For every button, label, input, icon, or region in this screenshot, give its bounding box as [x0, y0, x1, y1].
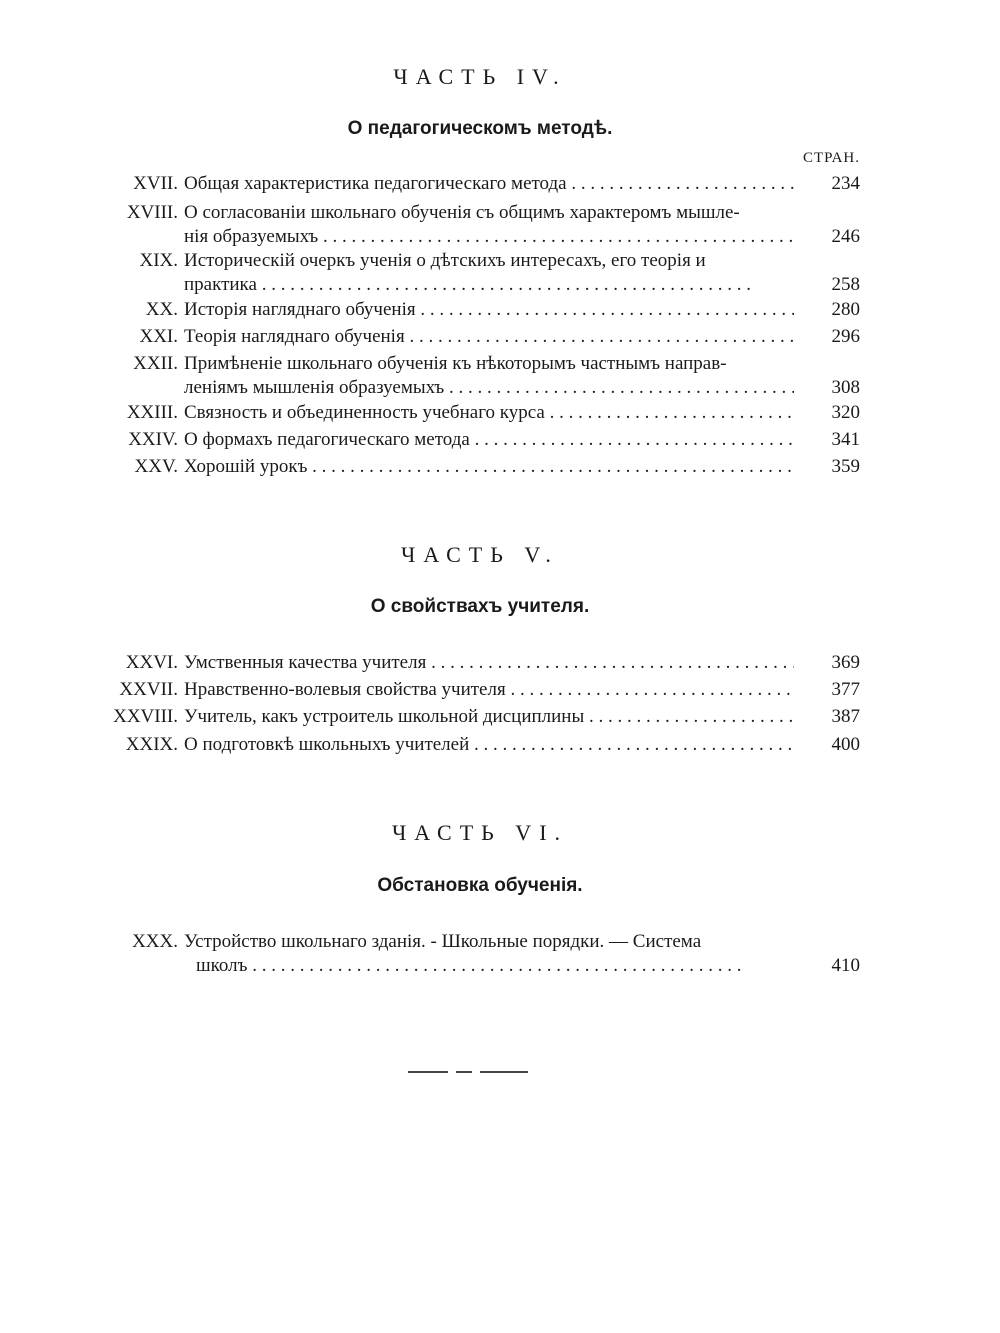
chapter-title-continued: леніямъ мышленія образуемыхъ . . . [184, 376, 794, 400]
toc-entry [100, 201, 860, 249]
page-number: 387 [831, 706, 860, 727]
page-number: 246 [831, 226, 860, 247]
toc-entry [100, 428, 860, 452]
page-number: 410 [831, 955, 860, 976]
chapter-title: Историческій очеркъ ученія о дѣтскихъ интересахъ, его теорія и [184, 250, 706, 271]
toc-entry [100, 298, 860, 322]
chapter-title: Теорія нагляднаго обученія . . . [184, 325, 794, 349]
page-number: 320 [831, 402, 860, 423]
toc-entry [100, 172, 860, 196]
chapter-number: XXIII. [126, 402, 178, 423]
chapter-number: XXIX. [125, 734, 178, 755]
page-number: 359 [831, 456, 860, 477]
chapter-title: Общая характеристика педагогическаго метода . . . [184, 172, 794, 196]
chapter-number: XXII. [133, 353, 178, 374]
toc-entry [100, 930, 860, 978]
chapter-title: Примѣненіе школьнаго обученія къ нѣкоторымъ частнымъ направ- [184, 353, 727, 374]
end-rule-left [408, 1071, 448, 1073]
chapter-number: XX. [145, 299, 178, 320]
chapter-number: XVIII. [126, 202, 178, 223]
page-number: 377 [831, 679, 860, 700]
chapter-number: XXVIII. [113, 706, 178, 727]
chapter-number: XXV. [134, 456, 178, 477]
chapter-title: Хорошій урокъ . . . [184, 455, 794, 479]
part-title: Обстановка обученія. [377, 875, 583, 896]
chapter-title: О подготовкѣ школьныхъ учителей . . . [184, 733, 794, 757]
chapter-title: Исторія нагляднаго обученія . . . [184, 298, 794, 322]
chapter-title-continued: нія образуемыхъ . . . [184, 225, 794, 249]
chapter-number: XXVI. [125, 652, 178, 673]
toc-entry [100, 678, 860, 702]
chapter-title-continued: школъ . . . [184, 954, 794, 978]
chapter-number: XXX. [132, 931, 178, 952]
toc-entry [100, 352, 860, 400]
chapter-title: Устройство школьнаго зданія. - Школьные порядки. — Система [184, 931, 702, 952]
end-rule-middle [456, 1071, 472, 1073]
part-title: О педагогическомъ методѣ. [347, 118, 613, 139]
chapter-title: О согласованіи школьнаго обученія съ общимъ характеромъ мышле- [184, 202, 740, 223]
chapter-number: XXI. [139, 326, 178, 347]
page-number: 258 [831, 274, 860, 295]
chapter-title: Нравственно-волевыя свойства учителя . . . [184, 678, 794, 702]
toc-entry [100, 733, 860, 757]
toc-entry [100, 249, 860, 297]
chapter-title-continued: практика . . . [184, 273, 794, 297]
page-column-header: СТРАН. [802, 150, 860, 166]
chapter-title: Умственныя качества учителя . . . [184, 651, 794, 675]
toc-entry [100, 705, 860, 729]
part-heading: ЧАСТЬ V. [401, 542, 559, 567]
toc-entry [100, 455, 860, 479]
part-title: О свойствахъ учителя. [370, 596, 590, 617]
toc-entry [100, 651, 860, 675]
chapter-number: XXIV. [128, 429, 178, 450]
part-heading: ЧАСТЬ IV. [393, 64, 567, 89]
chapter-title: О формахъ педагогическаго метода . . . [184, 428, 794, 452]
page-number: 280 [831, 299, 860, 320]
toc-entry [100, 325, 860, 349]
part-heading: ЧАСТЬ VI. [391, 820, 569, 845]
chapter-title: Учитель, какъ устроитель школьной дисциплины . . . [184, 705, 794, 729]
page-number: 296 [831, 326, 860, 347]
page-number: 400 [831, 734, 860, 755]
page-number: 341 [831, 429, 860, 450]
end-rule-right [480, 1071, 528, 1073]
page-number: 369 [831, 652, 860, 673]
chapter-title: Связность и объединенность учебнаго курса . . . [184, 401, 794, 425]
chapter-number: XVII. [133, 173, 178, 194]
page-number: 308 [831, 377, 860, 398]
chapter-number: XIX. [139, 250, 178, 271]
toc-entry [100, 401, 860, 425]
chapter-number: XXVII. [119, 679, 178, 700]
page-number: 234 [831, 173, 860, 194]
